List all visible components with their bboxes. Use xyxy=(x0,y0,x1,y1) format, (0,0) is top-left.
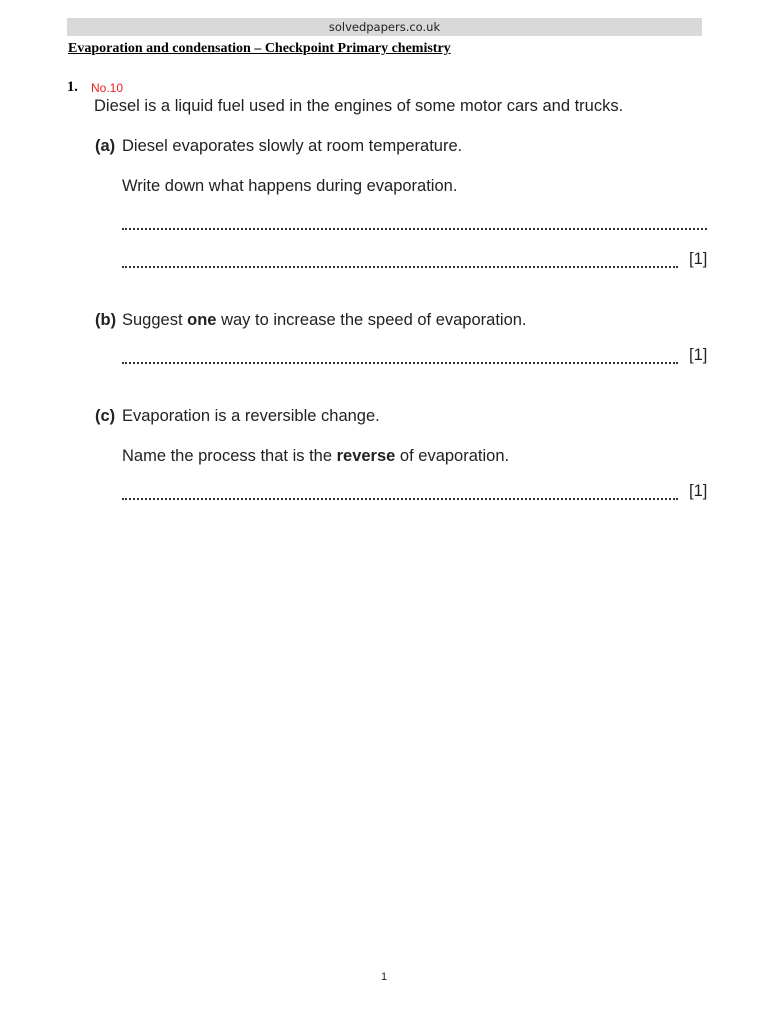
part-a-answer-line-1[interactable] xyxy=(122,228,707,230)
part-a-answer-line-2[interactable] xyxy=(122,266,678,268)
part-c-text-before: Name the process that is the xyxy=(122,447,337,465)
part-a-instruction: Write down what happens during evaporation. xyxy=(122,177,458,195)
part-c-marks: [1] xyxy=(689,482,708,500)
part-b-text-before: Suggest xyxy=(122,311,188,329)
question-number: 1. xyxy=(67,79,78,95)
part-b-prompt xyxy=(95,311,527,330)
page-number: 1 xyxy=(380,971,388,983)
part-b-label: (b) xyxy=(95,311,117,329)
part-c-answer-line[interactable] xyxy=(122,498,678,500)
question-stem: Diesel is a liquid fuel used in the engines of some motor cars and trucks. xyxy=(94,97,624,115)
part-c-text-bold: reverse xyxy=(336,447,396,465)
part-b-marks: [1] xyxy=(689,346,708,364)
part-b-answer-line[interactable] xyxy=(122,362,678,364)
part-a-prompt xyxy=(95,137,462,156)
part-c-prompt xyxy=(95,407,380,426)
part-c-instruction xyxy=(122,447,509,466)
part-a-marks: [1] xyxy=(689,250,708,268)
part-a-line1: Diesel evaporates slowly at room temperature. xyxy=(122,137,463,155)
part-c-label: (c) xyxy=(95,407,116,425)
question-reference: No.10 xyxy=(91,81,124,95)
part-c-text-after: of evaporation. xyxy=(395,447,510,465)
part-c-line1: Evaporation is a reversible change. xyxy=(122,407,380,425)
document-title: Evaporation and condensation – Checkpoint Primary chemistry xyxy=(68,41,451,56)
part-b-text-bold: one xyxy=(187,311,217,329)
part-a-label: (a) xyxy=(95,137,116,155)
site-banner: solvedpapers.co.uk xyxy=(67,18,702,36)
part-b-text-after: way to increase the speed of evaporation. xyxy=(216,311,527,329)
